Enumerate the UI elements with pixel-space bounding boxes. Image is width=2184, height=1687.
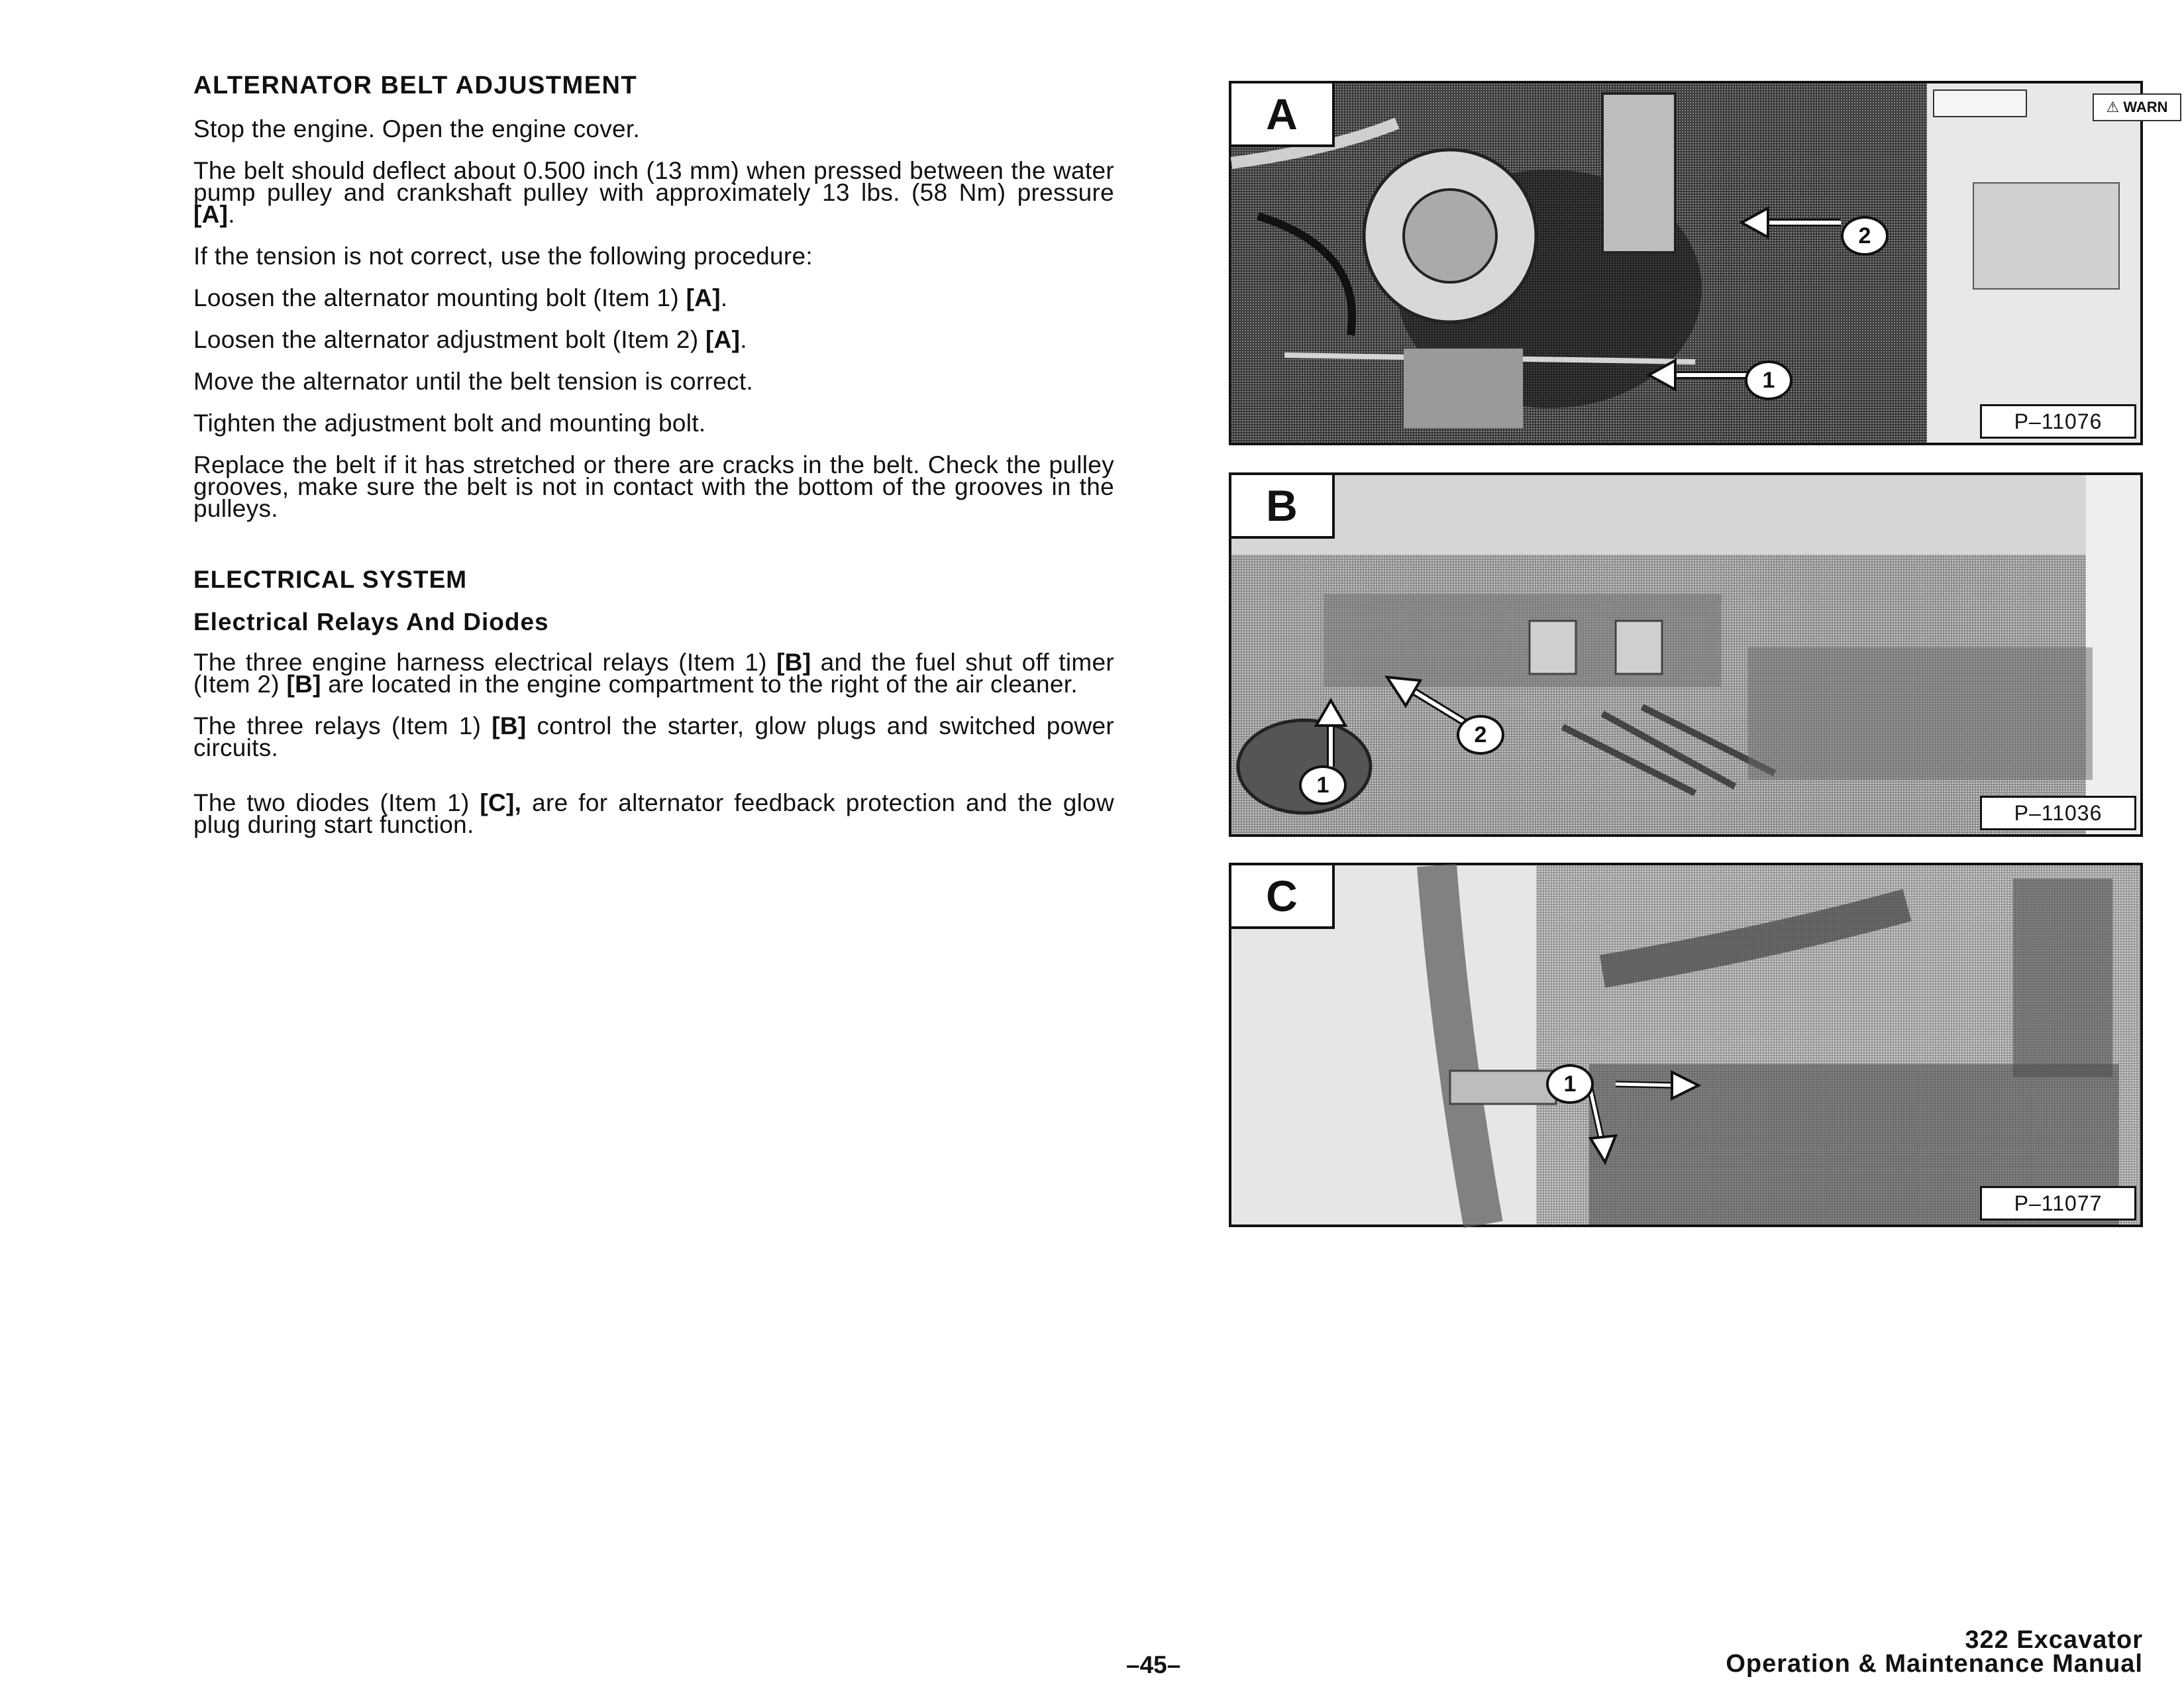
callout-2: 2 bbox=[1457, 715, 1504, 755]
engine-photo-c bbox=[1231, 865, 2140, 1224]
figure-label-c: C bbox=[1231, 865, 1335, 929]
callout-2: 2 bbox=[1841, 216, 1889, 256]
arrow-icon bbox=[1311, 700, 1351, 773]
figure-code-c: P–11077 bbox=[1980, 1186, 2136, 1221]
para-diodes: The two diodes (Item 1) [C], are for alternator feedback protection and the glow plug during start function. bbox=[193, 789, 1114, 838]
arrow-icon bbox=[1649, 355, 1755, 395]
para-relays-control: The three relays (Item 1) [B] control the starter, glow plugs and switched power circuits. bbox=[193, 712, 1114, 761]
heading-electrical-system: ELECTRICAL SYSTEM bbox=[193, 565, 468, 593]
callout-1: 1 bbox=[1745, 360, 1793, 400]
engine-photo-b bbox=[1231, 475, 2140, 834]
para-move-alternator: Move the alternator until the belt tension is correct. bbox=[193, 367, 754, 395]
figure-c bbox=[1229, 863, 2143, 1227]
text-column bbox=[193, 72, 1114, 855]
callout-1: 1 bbox=[1546, 1064, 1594, 1104]
figure-code-a: P–11076 bbox=[1980, 404, 2136, 439]
para-loosen-mounting: Loosen the alternator mounting bolt (Item 1) [A]. bbox=[193, 284, 728, 311]
para-tension: If the tension is not correct, use the following procedure: bbox=[193, 242, 813, 270]
figure-label-a: A bbox=[1231, 83, 1335, 147]
figure-a bbox=[1229, 81, 2168, 445]
arrow-icon bbox=[1742, 203, 1847, 243]
callout-1: 1 bbox=[1299, 765, 1347, 805]
warning-decal: ⚠ WARN bbox=[2093, 93, 2181, 121]
para-stop-engine: Stop the engine. Open the engine cover. bbox=[193, 115, 641, 142]
figure-code-b: P–11036 bbox=[1980, 796, 2136, 830]
subheading-relays-diodes: Electrical Relays And Diodes bbox=[193, 608, 549, 636]
para-tighten: Tighten the adjustment bolt and mounting bolt. bbox=[193, 409, 706, 437]
para-belt-deflect: The belt should deflect about 0.500 inch (13 mm) when pressed between the water pump pulley and crankshaft pulley with approximately 13 lbs. (58 Nm) pressure [A]. bbox=[193, 156, 1114, 228]
para-replace-belt: Replace the belt if it has stretched or there are cracks in the belt. Check the pulley grooves, make sure the belt is not in contact with the bottom of the grooves in the pulleys. bbox=[193, 451, 1114, 522]
figure-b bbox=[1229, 472, 2143, 837]
figure-label-b: B bbox=[1231, 475, 1335, 539]
page-number: –45– bbox=[1126, 1651, 1181, 1678]
manual-title: 322 Excavator Operation & Maintenance Manual bbox=[1726, 1626, 2143, 1678]
para-loosen-adjustment: Loosen the alternator adjustment bolt (Item 2) [A]. bbox=[193, 325, 747, 353]
para-relays-location: The three engine harness electrical relays (Item 1) [B] and the fuel shut off timer (Item 2) [B] are located in the engine compartment to the right of the air cleaner. bbox=[193, 648, 1114, 698]
heading-alternator-belt: ALTERNATOR BELT ADJUSTMENT bbox=[193, 72, 638, 99]
